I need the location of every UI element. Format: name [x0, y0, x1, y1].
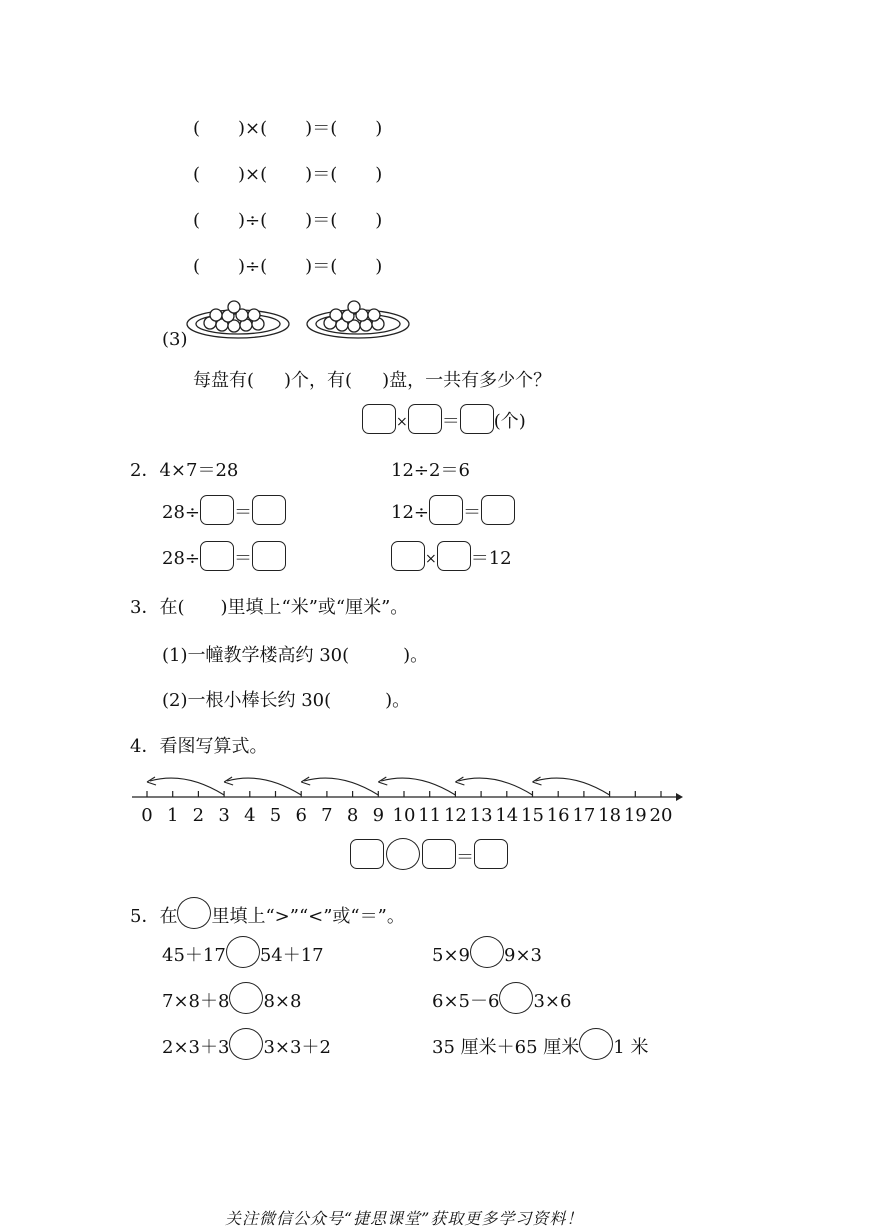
footer-note: 关注微信公众号“捷思课堂”获取更多学习资料！ [225, 1209, 584, 1228]
tick-label: 10 [392, 805, 416, 826]
jump-arc [536, 778, 610, 795]
circle-symbol [177, 897, 211, 929]
q3b-title: 3．在( )里填上“米”或“厘米”。 [130, 597, 409, 618]
plate-1 [187, 301, 289, 338]
q5-title: 5．在 里填上“>”“<”或“＝”。 [130, 897, 405, 929]
q4-title: 4．看图写算式。 [130, 736, 268, 757]
eq-row: ( )÷( )＝( ) [193, 256, 383, 277]
q2-left-row1: 28÷ ＝ [162, 495, 286, 525]
answer-box[interactable] [252, 541, 286, 571]
q2-right-row1: 12÷ ＝ [391, 495, 515, 525]
tick-label: 15 [521, 805, 544, 826]
answer-box[interactable] [429, 495, 463, 525]
tick-label: 11 [418, 805, 442, 826]
q3-sentence: 每盘有( )个，有( )盘，一共有多少个？ [193, 370, 552, 391]
answer-box[interactable] [408, 404, 442, 434]
tick-label: 12 [443, 805, 467, 826]
q2-right-given: 12÷2＝6 [391, 460, 470, 481]
q5-row-2-left: 7×8＋8 8×8 [162, 982, 301, 1014]
answer-box[interactable] [437, 541, 471, 571]
answer-box[interactable] [460, 404, 494, 434]
answer-box[interactable] [350, 839, 384, 869]
compare-circle[interactable] [499, 982, 533, 1014]
tick-label: 18 [598, 805, 622, 826]
tick-label: 16 [546, 805, 570, 826]
compare-circle[interactable] [579, 1028, 613, 1060]
q2-left-row2: 28÷ ＝ [162, 541, 286, 571]
q3-label: (3) [162, 329, 188, 350]
tick-label: 19 [623, 805, 647, 826]
answer-box[interactable] [422, 839, 456, 869]
jump-arc [227, 778, 301, 795]
q5-row-2-right: 6×5－6 3×6 [432, 982, 571, 1014]
answer-box[interactable] [362, 404, 396, 434]
eq-row: ( )×( )＝( ) [193, 164, 383, 185]
q5-row-1-right: 5×9 9×3 [432, 936, 542, 968]
tick-label: 4 [244, 805, 256, 826]
tick-label: 17 [572, 805, 596, 826]
tick-label: 9 [372, 805, 385, 826]
tick-label: 3 [218, 805, 230, 826]
eq-row: ( )÷( )＝( ) [193, 210, 383, 231]
number-line [128, 768, 688, 830]
tick-label: 20 [649, 805, 673, 826]
answer-box[interactable] [200, 495, 234, 525]
jump-arc [150, 778, 224, 795]
q5-row-3-right: 35 厘米＋65 厘米 1 米 [432, 1028, 648, 1060]
jump-arc [458, 778, 532, 795]
answer-box[interactable] [200, 541, 234, 571]
tick-label: 14 [495, 805, 519, 826]
answer-box[interactable] [252, 495, 286, 525]
tick-label: 6 [295, 805, 307, 826]
q3b-item-1: (1)一幢教学楼高约 30( )。 [162, 645, 429, 666]
q4-equation: ＝ [350, 838, 508, 870]
q3-equation: × ＝ (个) [362, 404, 526, 434]
q2-right-row2: × ＝12 [391, 541, 512, 571]
tick-label: 2 [192, 805, 205, 826]
plate-2 [307, 301, 409, 338]
tick-label: 1 [166, 805, 179, 826]
q5-row-1-left: 45＋17 54＋17 [162, 936, 324, 968]
compare-circle[interactable] [229, 982, 263, 1014]
tick-label: 13 [469, 805, 493, 826]
jump-arc [304, 778, 378, 795]
jump-arc [381, 778, 455, 795]
plates-of-apples-image [186, 298, 412, 348]
answer-box[interactable] [474, 839, 508, 869]
axis-arrow-head [676, 793, 683, 801]
tick-label: 0 [141, 805, 153, 826]
operator-circle[interactable] [386, 838, 420, 870]
tick-label: 5 [269, 805, 282, 826]
q3b-item-2: (2)一根小棒长约 30( )。 [162, 690, 411, 711]
answer-box[interactable] [481, 495, 515, 525]
q5-row-3-left: 2×3＋3 3×3＋2 [162, 1028, 331, 1060]
eq-row: ( )×( )＝( ) [193, 118, 383, 139]
compare-circle[interactable] [226, 936, 260, 968]
compare-circle[interactable] [470, 936, 504, 968]
tick-label: 8 [346, 805, 359, 826]
q2-left-given: 2．4×7＝28 [130, 460, 239, 481]
compare-circle[interactable] [229, 1028, 263, 1060]
answer-box[interactable] [391, 541, 425, 571]
tick-label: 7 [321, 805, 333, 826]
